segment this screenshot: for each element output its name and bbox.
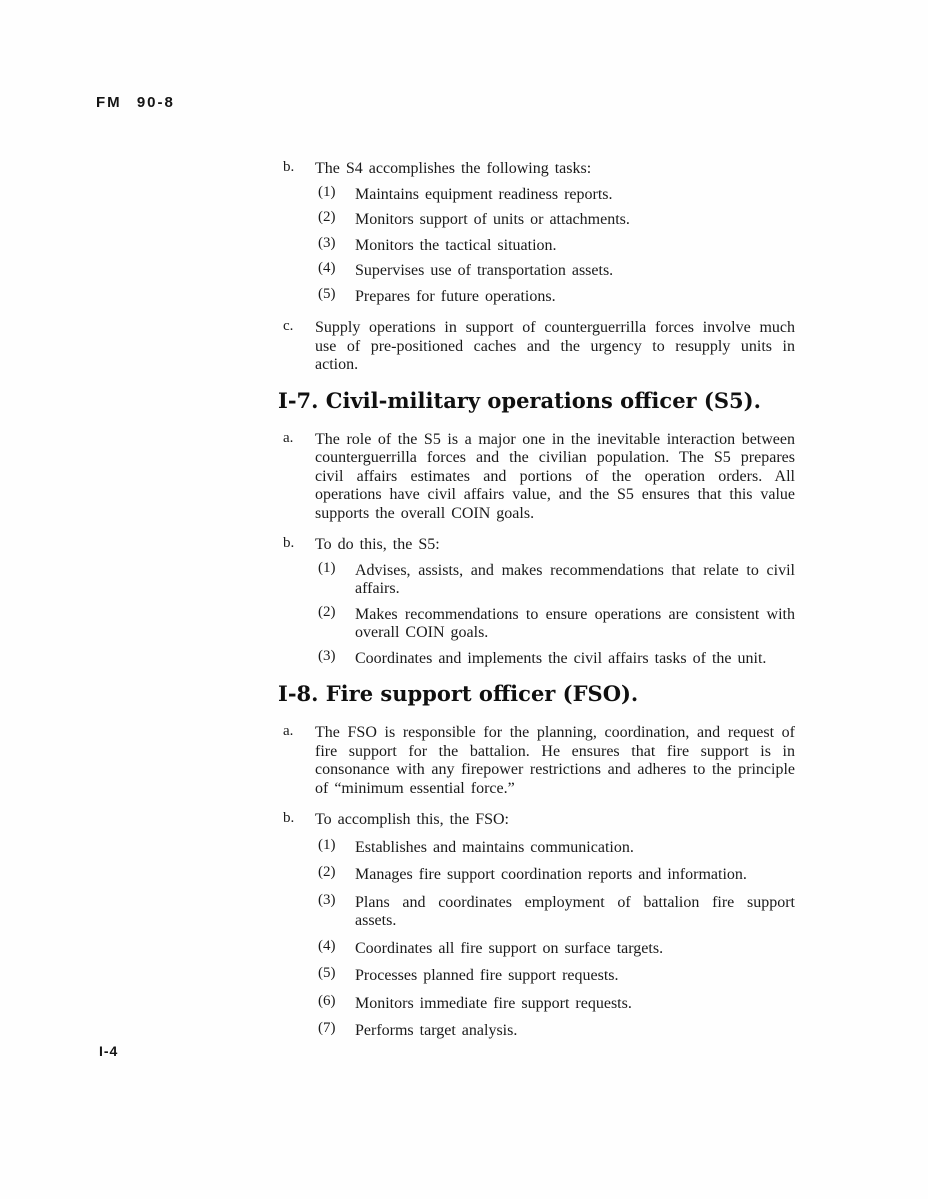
numbered-item-marker: (1) — [318, 559, 336, 576]
numbered-item-marker: (2) — [318, 864, 336, 880]
numbered-item-text: Prepares for future operations. — [355, 287, 556, 305]
numbered-item-text: Performs target analysis. — [355, 1022, 518, 1039]
paragraph-lead-row — [283, 160, 795, 179]
paragraph-lead-row — [283, 724, 795, 798]
section-heading: I-7. Civil-military operations officer (S5). — [278, 387, 761, 413]
numbered-item — [318, 183, 795, 205]
numbered-item — [318, 891, 795, 931]
paragraph-text: The role of the S5 is a major one in the inevitable interaction between counterguerrilla forces and the civilian population. The S5 prepares civil affairs estimates and portions of the operation orders. All operations have civil affairs value, and the S5 ensures that this value supports the overall COIN goals. — [315, 430, 795, 522]
paragraph-letter-label: c. — [283, 318, 294, 334]
page-number: I-4 — [99, 1043, 119, 1059]
numbered-item-marker: (1) — [318, 836, 336, 853]
numbered-item-marker: (4) — [318, 260, 336, 276]
numbered-item-text: Processes planned fire support requests. — [355, 967, 619, 984]
document-id-header: FM 90-8 — [96, 94, 175, 111]
numbered-item-text: Monitors support of units or attachments. — [355, 211, 630, 228]
paragraph-text: To do this, the S5: — [315, 536, 440, 553]
numbered-item-marker: (6) — [318, 992, 336, 1009]
numbered-item — [318, 836, 795, 858]
numbered-item-text: Manages fire support coordination reports and information. — [355, 866, 747, 883]
numbered-item — [318, 285, 795, 307]
numbered-item-text: Maintains equipment readiness reports. — [355, 185, 613, 203]
doc-content — [278, 159, 795, 1041]
lettered-paragraph — [283, 160, 795, 306]
numbered-item-text: Monitors immediate fire support requests. — [355, 994, 632, 1012]
paragraph-lead-row — [283, 431, 795, 524]
numbered-item-text: Monitors the tactical situation. — [355, 236, 557, 254]
numbered-item-marker: (1) — [318, 183, 336, 200]
paragraph-text: The FSO is responsible for the planning, coordination, and request of fire support for the battalion. He ensures that fire support is in consonance with any firepower restrictions and adheres to the principle of “minimum essential force.” — [315, 724, 795, 797]
numbered-item — [318, 211, 795, 230]
numbered-item-marker: (2) — [318, 603, 336, 620]
numbered-item-marker: (5) — [318, 285, 336, 302]
paragraph-text: The S4 accomplishes the following tasks: — [315, 160, 592, 177]
numbered-item — [318, 647, 795, 669]
numbered-item-marker: (3) — [318, 647, 336, 664]
numbered-item-text: Coordinates all fire support on surface targets. — [355, 939, 664, 957]
numbered-item-marker: (3) — [318, 234, 336, 251]
numbered-item — [318, 262, 795, 281]
paragraph-text: To accomplish this, the FSO: — [315, 811, 509, 828]
numbered-item — [318, 937, 795, 959]
numbered-item-text: Coordinates and implements the civil affairs tasks of the unit. — [355, 649, 767, 667]
lettered-paragraph — [283, 811, 795, 1041]
numbered-item-marker: (7) — [318, 1020, 336, 1036]
lettered-paragraph — [283, 319, 795, 375]
numbered-item-marker: (5) — [318, 965, 336, 981]
numbered-item-marker: (3) — [318, 891, 336, 908]
paragraph-letter-label: a. — [283, 429, 294, 446]
numbered-item-text: Makes recommendations to ensure operations are consistent with overall COIN goals. — [355, 605, 795, 641]
lettered-paragraph — [283, 431, 795, 524]
numbered-item — [318, 992, 795, 1014]
numbered-item — [318, 559, 795, 599]
numbered-item-text: Plans and coordinates employment of battalion fire support assets. — [355, 893, 795, 929]
numbered-item — [318, 866, 795, 885]
paragraph-letter-label: a. — [283, 723, 294, 739]
paragraph-text: Supply operations in support of counterguerrilla forces involve much use of pre-positioned caches and the urgency to resupply units in action. — [315, 319, 795, 373]
numbered-item — [318, 234, 795, 256]
numbered-item-text: Establishes and maintains communication. — [355, 838, 634, 856]
paragraph-lead-row — [283, 319, 795, 375]
paragraph-lead-row — [283, 811, 795, 830]
numbered-item-marker: (4) — [318, 937, 336, 954]
numbered-item — [318, 967, 795, 986]
paragraph-lead-row — [283, 536, 795, 555]
numbered-item-marker: (2) — [318, 209, 336, 225]
numbered-item-text: Supervises use of transportation assets. — [355, 262, 614, 279]
lettered-paragraph — [283, 724, 795, 798]
section-heading: I-8. Fire support officer (FSO). — [278, 681, 639, 706]
lettered-paragraph — [283, 536, 795, 668]
numbered-item — [318, 603, 795, 643]
paragraph-letter-label: b. — [283, 159, 295, 175]
numbered-item-text: Advises, assists, and makes recommendations that relate to civil affairs. — [355, 561, 795, 597]
numbered-item — [318, 1022, 795, 1041]
paragraph-letter-label: b. — [283, 810, 295, 826]
paragraph-letter-label: b. — [283, 535, 295, 551]
